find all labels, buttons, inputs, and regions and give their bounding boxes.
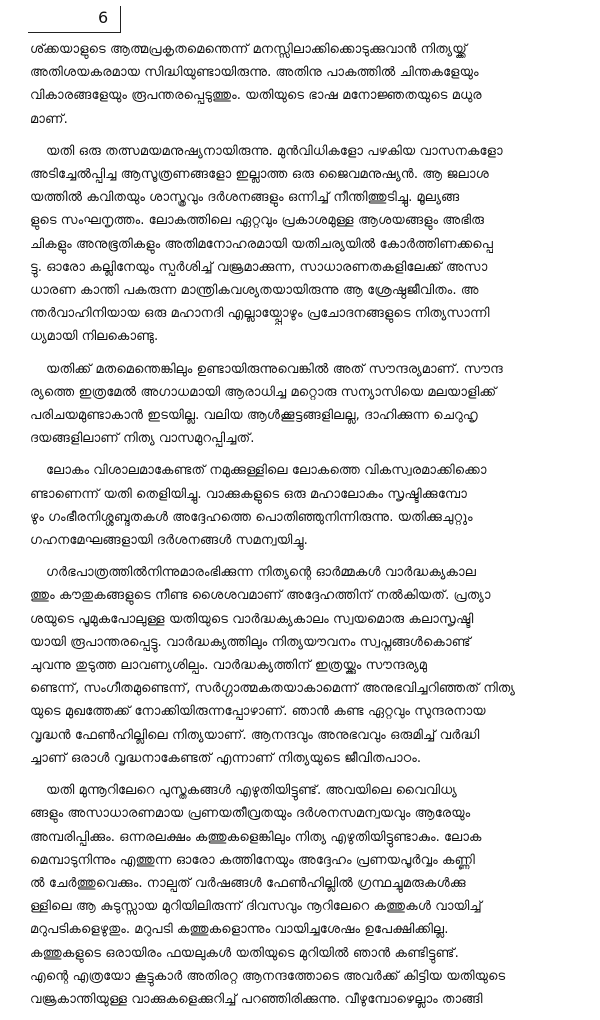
text-line: ശ്ക്കയാളുടെ ആത്മപ്രകൃതമെന്തെന്ന് മനസ്സിലാക്കിക്കൊടുക്കുവാൻ നിത്യയ്ക്ക് bbox=[30, 42, 467, 57]
text-line: ഗഹനമേഘങ്ങളായി ദർശനങ്ങൾ സമന്വയിച്ചു. bbox=[30, 533, 308, 549]
text-line: ര്യത്തെ ഇത്രമേൽ അഗാധമായി ആരാധിച്ച മറ്റൊരു സന്യാസിയെ മലയാളിക്ക് bbox=[30, 384, 497, 400]
text-line: മറുപടികളെഴുതും. മറുപടി കത്തുകളൊന്നും വായിച്ചശേഷം ഉപേക്ഷിക്കില്ല. bbox=[30, 922, 449, 938]
text-line: പരിചയമുണ്ടാകാൻ ഇടയില്ല. വലിയ ആൾക്കൂട്ടങ്ങളിലല്ല, ദാഹിക്കുന്ന ചെറുഹൃ bbox=[30, 408, 478, 424]
paragraph bbox=[30, 561, 575, 770]
page-number: 6 bbox=[98, 8, 109, 27]
text-line: മെമ്പാടുനിന്നും എത്തുന്ന ഓരോ കത്തിനേയും അദ്ദേഹം പ്രണയപൂർവ്വം കണ്ണി bbox=[30, 852, 475, 868]
text-line: ങ്ങളും അസാധാരണമായ പ്രണയതീവ്രതയും ദർശനസമന്വയവും ആരേയും bbox=[30, 806, 471, 822]
text-line: ധ്യമായി നിലകൊണ്ടു. bbox=[30, 329, 159, 345]
text-line: യുടെ മുഖത്തേക്ക് നോക്കിയിരുന്നപ്പോഴാണ്. ഞാൻ കണ്ട ഏറ്റവും സുന്ദരനായ bbox=[30, 704, 486, 720]
text-line: യതി ഒരു തത്സമയമനുഷ്യനായിരുന്നു. മുൻവിധികളോ പഴകിയ വാസനകളോ bbox=[46, 143, 503, 159]
text-line: ലോകം വിശാലമാകേണ്ടത് നമുക്കുള്ളിലെ ലോകത്തെ വികസ്വരമാക്കിക്കൊ bbox=[46, 463, 487, 479]
text-line: ൽ ചേർത്തുവെക്കും. നാല്പത് വർഷങ്ങൾ ഫേൺഹില്ലിൽ ഗ്രന്ഥച്ചുമരുകൾക്കു bbox=[30, 875, 466, 891]
text-line: അതിശയകരമായ സിദ്ധിയുണ്ടായിരുന്നു. അതിനു പാകത്തിൽ ചിന്തകളേയും bbox=[30, 65, 479, 81]
header-divider bbox=[120, 6, 121, 33]
paragraph bbox=[30, 38, 575, 131]
text-line: വികാരങ്ങളേയും രൂപന്തരപ്പെടുത്തും. യതിയുടെ ഭാഷ മനോജ്ഞതയുടെ മധുര bbox=[30, 88, 482, 104]
text-line: എന്റെ എത്രയോ കൂട്ടുകാർ അതിരറ്റ ആനന്ദത്തോടെ അവർക്ക് കിട്ടിയ യതിയുടെ bbox=[30, 968, 506, 984]
text-line: യതി മുന്നൂറിലേറെ പുസ്തകങ്ങൾ എഴുതിയിട്ടുണ്ട്. അവയിലെ വൈവിധ്യ bbox=[46, 783, 457, 799]
paragraph bbox=[30, 779, 575, 1011]
text-line: ഗർഭപാത്രത്തിൽനിന്നുമാരംഭിക്കുന്ന നിത്യന്റെ ഓർമ്മകൾ വാർദ്ധക്യകാല bbox=[46, 565, 476, 581]
text-line: വജ്രകാന്തിയുള്ള വാക്കുകളെക്കുറിച്ച് പറഞ്ഞിരിക്കുന്നു. വീഴുമ്പോഴെല്ലാം താങ്ങി bbox=[30, 991, 483, 1007]
text-line: കത്തുകളുടെ ഒരായിരം ഫയലുകൾ യതിയുടെ മുറിയിൽ ഞാൻ കണ്ടിട്ടുണ്ട്. bbox=[30, 945, 459, 961]
text-line: ചികളും അനുഭൂതികളും അതിമനോഹരമായി യതിചര്യയിൽ കോർത്തിണക്കപ്പെ bbox=[30, 236, 494, 252]
text-line: ഴും ഗംഭീരനിശ്ശബ്ദതകൾ അദ്ദേഹത്തെ പൊതിഞ്ഞുനിന്നിരുന്നു. യതിക്കുചുറ്റും bbox=[30, 509, 473, 525]
text-line: ചുവന്നു തുടുത്ത ലാവണ്യശില്പം. വാർദ്ധക്യത്തിന് ഇത്രയ്ക്കും സൗന്ദര്യമു bbox=[30, 658, 427, 674]
text-line: യത്തിൽ കവിതയും ശാസ്ത്രവും ദർശനങ്ങളും ഒന്നിച്ച് നീന്തിത്തുടിച്ചു. മൂല്യങ്ങ bbox=[30, 190, 460, 206]
text-line: ച്ചാണ് ഒരാൾ വൃദ്ധനാകേണ്ടത് എന്നാണ് നിത്യയുടെ ജീവിതപാഠം. bbox=[30, 750, 422, 766]
text-line: ശയുടെ പൂമുകപോലുള്ള യതിയുടെ വാർദ്ധക്യകാലം സ്വയമൊരു കലാസൃഷ്ടി bbox=[30, 611, 474, 627]
text-line: വൃദ്ധൻ ഫേൺഹില്ലിലെ നിത്യയാണ്. ആനന്ദവും അനുഭവവും ഒരുമിച്ച് വർദ്ധി bbox=[30, 727, 480, 743]
text-line: യതിക്ക് മതമെന്തെങ്കിലും ഉണ്ടായിരുന്നുവെങ്കിൽ അത് സൗന്ദര്യമാണ്. സൗന്ദ bbox=[46, 361, 503, 377]
page-body bbox=[30, 38, 575, 1020]
page-header bbox=[28, 6, 138, 30]
text-line: ന്തർവാഹിനിയായ ഒരു മഹാനദി എല്ലായ്പ്പോഴും പ്രചോദനങ്ങളുടെ നിത്യസാന്നി bbox=[30, 306, 490, 322]
text-line: അടിച്ചേൽപ്പിച്ച ആസൂത്രണങ്ങളോ ഇല്ലാത്ത ഒരു ജൈവമനുഷ്യൻ. ആ ജലാശ bbox=[30, 167, 489, 183]
paragraph bbox=[30, 459, 575, 552]
text-line: യായി രൂപാന്തരപ്പെട്ടു. വാർദ്ധക്യത്തിലും നിത്യയൗവനം സ്വപ്നങ്ങൾകൊണ്ട് bbox=[30, 634, 471, 650]
paragraph bbox=[30, 358, 575, 451]
text-line: ളുടെ സംഘനൃത്തം. ലോകത്തിലെ ഏറ്റവും പ്രകാശമുള്ള ആശയങ്ങളും അഭിരു bbox=[30, 213, 485, 229]
text-line: ത്തും കൗതുകങ്ങളുടെ നീണ്ട ശൈശവമാണ് അദ്ദേഹത്തിന് നൽകിയത്. പ്രത്യാ bbox=[30, 588, 491, 604]
text-line: ണ്ടാണെന്ന് യതി തെളിയിച്ചു. വാക്കുകളുടെ ഒരു മഹാലോകം സൃഷ്ടിക്കുമ്പോ bbox=[30, 486, 467, 502]
text-line: ണ്ടെന്ന്, സംഗീതമുണ്ടെന്ന്, സർഗ്ഗാത്മകതയാകാമെന്ന് അനുഭവിച്ചറിഞ്ഞത് നിത്യ bbox=[30, 681, 515, 697]
text-line: അമ്പരിപ്പിക്കും. ഒന്നരലക്ഷം കത്തുകളെങ്കിലും നിത്യ എഴുതിയിട്ടുണ്ടാകും. ലോക bbox=[30, 829, 482, 845]
text-line: മാണ്. bbox=[30, 111, 68, 127]
text-line: ള്ളിലെ ആ കുടുസ്സായ മുറിയിലിരുന്ന് ദിവസവും നൂറിലേറെ കത്തുകൾ വായിച്ച് bbox=[30, 899, 482, 915]
text-line: ദയങ്ങളിലാണ് നിത്യ വാസമുറപ്പിച്ചത്. bbox=[30, 431, 255, 447]
paragraph bbox=[30, 140, 575, 349]
header-rule bbox=[28, 32, 120, 33]
text-line: ട്ടു. ഓരോ കല്ലിനേയും സ്പർശിച്ച് വജ്രമാക്കുന്ന, സാധാരണതകളിലേക്ക് അസാ bbox=[30, 259, 488, 275]
text-line: ധാരണ കാന്തി പകരുന്ന മാന്ത്രികവശ്യതയായിരുന്നു ആ ശ്രേഷ്ഠജീവിതം. അ bbox=[30, 283, 479, 299]
